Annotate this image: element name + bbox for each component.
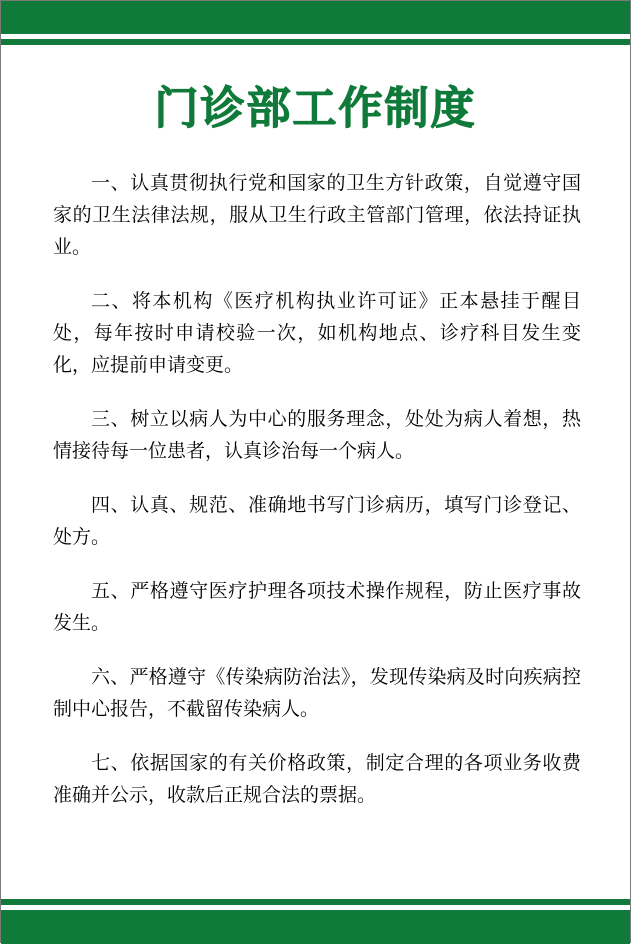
rule-paragraph-5: 五、严格遵守医疗护理各项技术操作规程，防止医疗事故发生。 xyxy=(53,580,581,634)
rule-paragraph-3: 三、树立以病人为中心的服务理念，处处为病人着想，热情接待每一位患者，认真诊治每一个病人。 xyxy=(53,408,581,462)
rule-paragraph-2: 二、将本机构《医疗机构执业许可证》正本悬挂于醒目处，每年按时申请校验一次，如机构地点、诊疗科目发生变化，应提前申请变更。 xyxy=(53,290,581,376)
rules-content xyxy=(53,167,581,833)
rule-paragraph-7: 七、依据国家的有关价格政策，制定合理的各项业务收费准确并公示，收款后正规合法的票据。 xyxy=(53,752,581,806)
page-title: 门诊部工作制度 xyxy=(154,83,477,134)
bottom-green-line xyxy=(1,899,630,905)
top-green-band xyxy=(1,1,630,34)
rule-paragraph-6: 六、严格遵守《传染病防治法》，发现传染病及时向疾病控制中心报告，不截留传染病人。 xyxy=(53,666,581,720)
rule-paragraph-4: 四、认真、规范、准确地书写门诊病历，填写门诊登记、处方。 xyxy=(53,494,581,548)
rule-paragraph-1: 一、认真贯彻执行党和国家的卫生方针政策，自觉遵守国家的卫生法律法规，服从卫生行政主管部门管理，依法持证执业。 xyxy=(53,172,581,258)
bottom-green-band xyxy=(1,910,630,944)
top-green-line xyxy=(1,39,630,45)
